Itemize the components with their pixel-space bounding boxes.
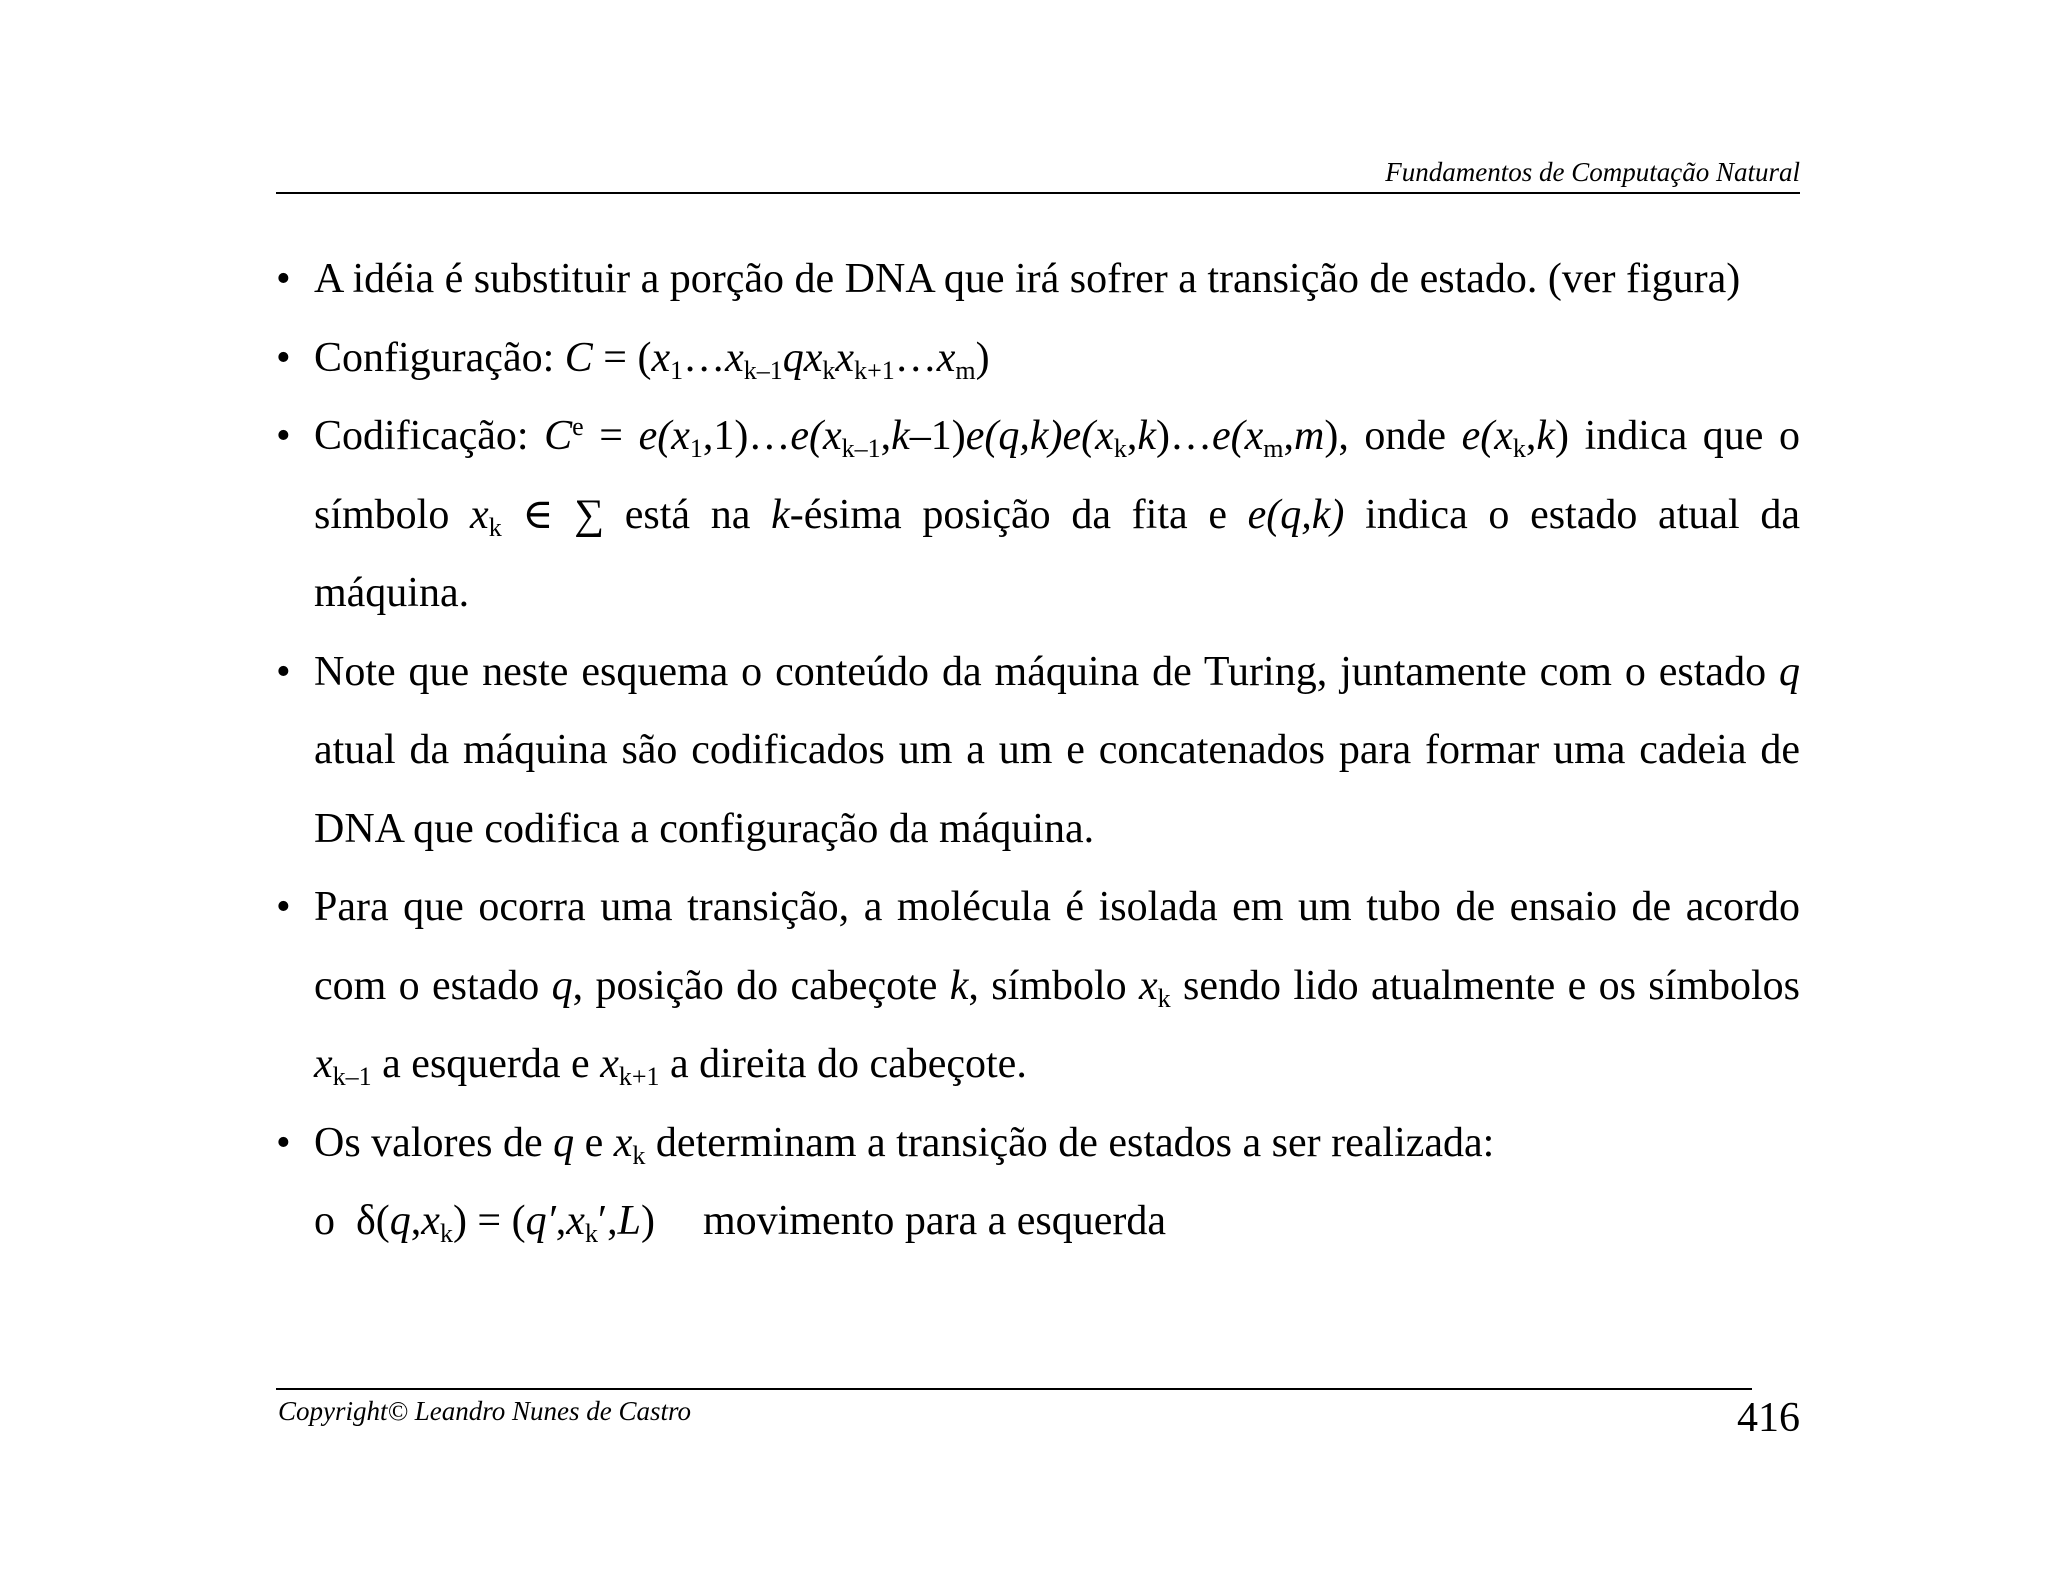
bullet-values: • Os valores de q e $x_k$ determinam a transição de estados a ser realizada: (276, 1104, 1800, 1183)
page-header (276, 154, 1800, 192)
sub-item-left-move: o $\delta(q,x_k) = (q',x_k',L)$ movimento para a esquerda (276, 1182, 1800, 1261)
move-meaning: movimento para a esquerda (703, 1198, 1166, 1244)
bullet-transition: • Para que ocorra uma transição, a molécula é isolada em um tubo de ensaio de acordo com o estado q, posição do cabeçote k, símbolo $x_k$ sendo lido atualmente e os símbolos $x_{k-1}$ a esquerda e $x_{k+1}$ a direita do cabeçote. (276, 868, 1800, 1104)
slide-content (276, 240, 1800, 1261)
bullet-encoding: • Codificação: $C^e$ = $e(x_1,1)\dots e(x_{k-1},k-1)e(q,k)e(x_k,k)\dots e(x_m,m)$, onde $e(x_k,k)$ indica que o símbolo $x_k$ ∈ ∑ está na k-ésima posição da fita e e(q,k) indica o estado atual da máquina. (276, 397, 1800, 633)
page-number: 416 (1737, 1395, 1800, 1441)
header-title: Fundamentos de Computação Natural (1385, 157, 1800, 187)
bullet-idea: • A idéia é substituir a porção de DNA que irá sofrer a transição de estado. (ver figura) (276, 240, 1800, 319)
bullet-configuration: • Configuração: $C = (x_1\dots x_{k-1}qx_kx_{k+1}\dots x_m)$ (276, 319, 1800, 398)
page-footer (276, 1388, 1800, 1448)
copyright-text: Copyright© Leandro Nunes de Castro (278, 1396, 692, 1426)
header-rule (276, 192, 1800, 194)
bullet-note: • Note que neste esquema o conteúdo da máquina de Turing, juntamente com o estado q atual da máquina são codificados um a um e concatenados para formar uma cadeia de DNA que codifica a configuração da máquina. (276, 633, 1800, 869)
footer-rule (276, 1388, 1752, 1390)
circle-bullet-icon: o (314, 1198, 335, 1244)
